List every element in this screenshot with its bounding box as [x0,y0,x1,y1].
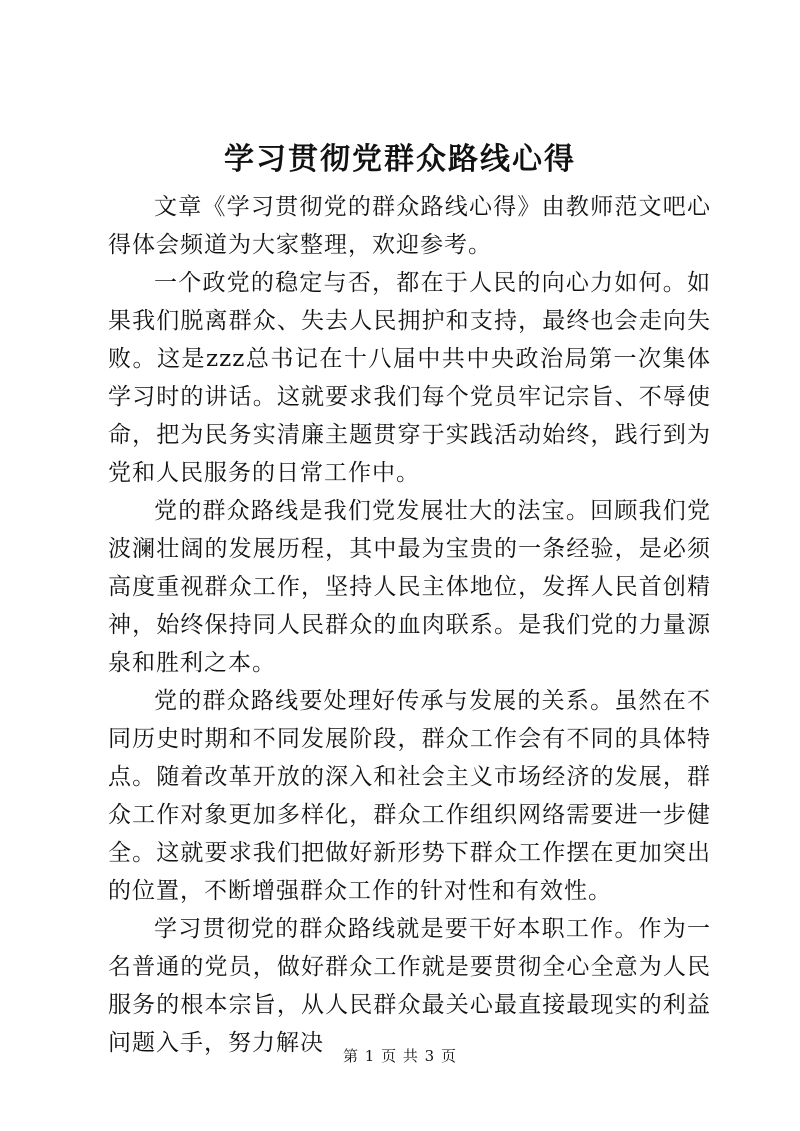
paragraph-2: 一个政党的稳定与否，都在于人民的向心力如何。如果我们脱离群众、失去人民拥护和支持，最终也会走向失败。这是zzz总书记在十八届中共中央政治局第一次集体学习时的讲话。这就要求我们每个党员牢记宗旨、不辱使命，把为民务实清廉主题贯穿于实践活动始终，践行到为党和人民服务的日常工作中。 [108,270,711,486]
paragraph-4: 党的群众路线要处理好传承与发展的关系。虽然在不同历史时期和不同发展阶段，群众工作会有不同的具体特点。随着改革开放的深入和社会主义市场经济的发展，群众工作对象更加多样化，群众工作组织网络需要进一步健全。这就要求我们把做好新形势下群众工作摆在更加突出的位置，不断增强群众工作的针对性和有效性。 [108,688,711,904]
paragraph-5: 学习贯彻党的群众路线就是要干好本职工作。作为一名普通的党员，做好群众工作就是要贯彻全心全意为人民服务的根本宗旨，从人民群众最关心最直接最现实的利益问题入手，努力解决 [108,916,711,1056]
document-title: 学习贯彻党群众路线心得 [224,142,576,177]
page-number-footer: 第 1 页 共 3 页 [343,1047,457,1065]
document-body [108,188,711,1062]
paragraph-3: 党的群众路线是我们党发展壮大的法宝。回顾我们党波澜壮阔的发展历程，其中最为宝贵的一条经验，是必须高度重视群众工作，坚持人民主体地位，发挥人民首创精神，始终保持同人民群众的血肉联系。是我们党的力量源泉和胜利之本。 [108,498,711,676]
paragraph-intro: 文章《学习贯彻党的群众路线心得》由教师范文吧心得体会频道为大家整理，欢迎参考。 [108,194,711,258]
